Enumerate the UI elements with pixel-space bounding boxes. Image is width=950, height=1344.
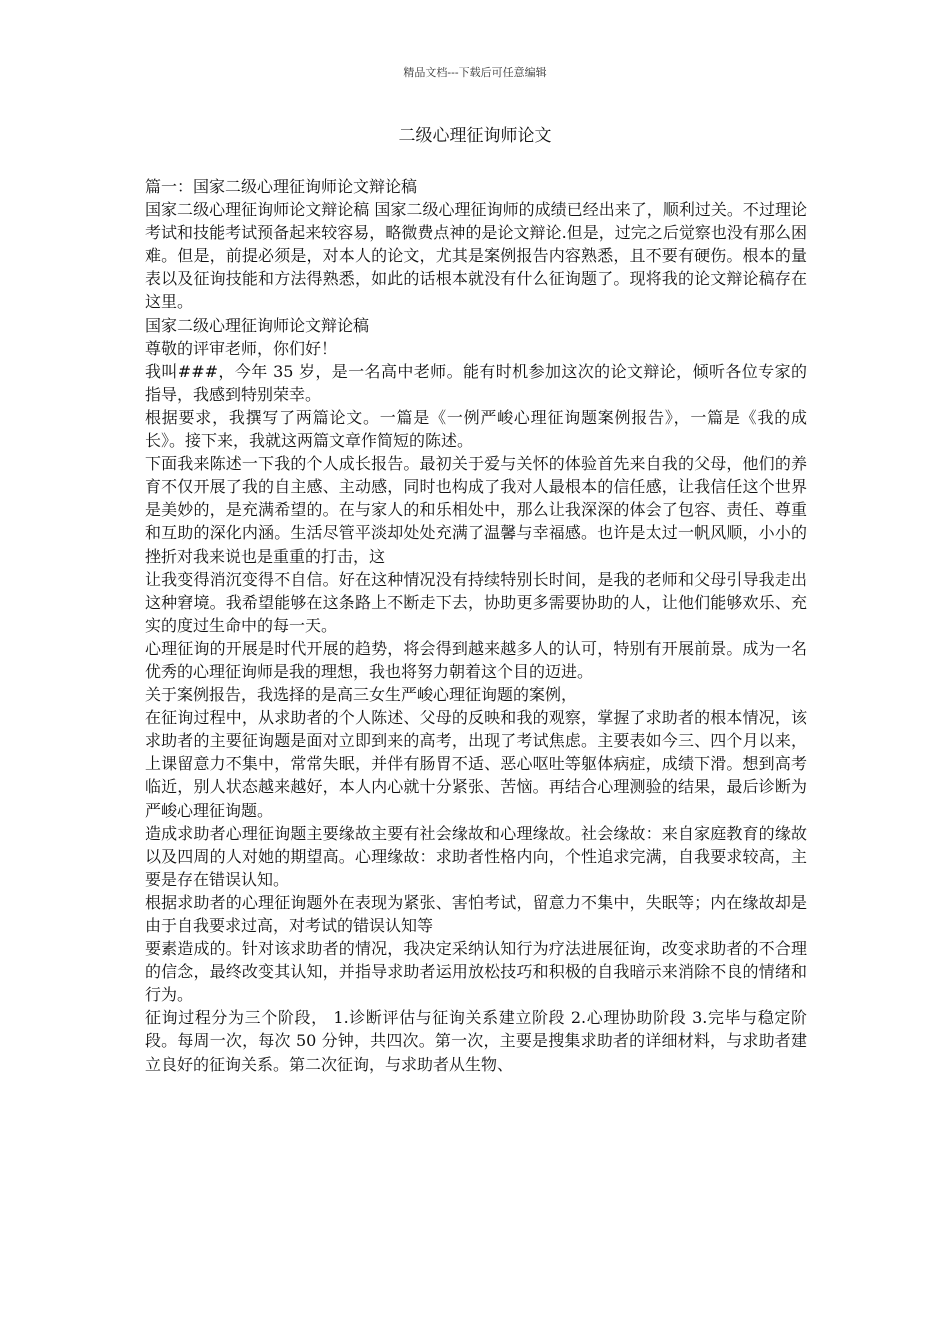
- paragraph-case-causes: 造成求助者心理征询题主要缘故主要有社会缘故和心理缘故。社会缘故：来自家庭教育的缘故以及四周的人对她的期望高。心理缘故：求助者性格内向，个性追求完满，自我要求较高，主要是存在错误认知。: [145, 823, 807, 889]
- paragraph-greeting: 尊敬的评审老师，你们好！: [145, 338, 338, 358]
- document-title: 二级心理征询师论文: [398, 126, 552, 146]
- paragraph-career-goal: 心理征询的开展是时代开展的趋势，将会得到越来越多人的认可，特别有开展前景。成为一名优秀的心理征询师是我的理想，我也将努力朝着这个目的迈进。: [145, 638, 807, 681]
- paragraph-case-symptoms: 根据求助者的心理征询题外在表现为紧张、害怕考试，留意力不集中，失眠等；内在缘故却是由于自我要求过高，对考试的错误认知等: [145, 892, 807, 935]
- paragraph-growth-continued: 让我变得消沉变得不自信。好在这种情况没有持续特别长时间，是我的老师和父母引导我走出这种窘境。我希望能够在这条路上不断走下去，协助更多需要协助的人，让他们能够欢乐、充实的度过生命中的每一天。: [145, 569, 807, 635]
- paragraph-intro: 国家二级心理征询师论文辩论稿 国家二级心理征询师的成绩已经出来了，顺利过关。不过理论考试和技能考试预备起来较容易，略微费点神的是论文辩论.但是，过完之后觉察也没有那么困难。但是，前提必须是，对本人的论文，尤其是案例报告内容熟悉，且不要有硬伤。根本的量表以及征询技能和方法得熟悉，如此的话根本就没有什么征询题了。现将我的论文辩论稿存在这里。: [145, 200, 807, 312]
- paragraph-papers: 根据要求，我撰写了两篇论文。一篇是《一例严峻心理征询题案例报告》，一篇是《我的成长》。接下来，我就这两篇文章作简短的陈述。: [145, 407, 807, 451]
- paragraph-self-intro: 我叫###，今年 35 岁，是一名高中老师。能有时机参加这次的论文辩论，倾听各位专家的指导，我感到特别荣幸。: [145, 361, 807, 404]
- page-header-note: 精品文档---下载后可任意编辑: [403, 66, 547, 79]
- paragraph-section-heading: 篇一：国家二级心理征询师论文辩论稿: [145, 177, 418, 196]
- paragraph-growth-report: 下面我来陈述一下我的个人成长报告。最初关于爱与关怀的体验首先来自我的父母，他们的养育不仅开展了我的自主感、主动感，同时也构成了我对人最根本的信任感，让我信任这个世界是美妙的，是充满希望的。在与家人的和乐相处中，那么让我深深的体会了包容、责任、尊重和互助的深化内涵。生活尽管平淡却处处充满了温馨与幸福感。也许是太过一帆风顺，小小的挫折对我来说也是重重的打击，这: [145, 454, 807, 566]
- paragraph-subtitle: 国家二级心理征询师论文辩论稿: [145, 315, 370, 335]
- paragraph-case-situation: 在征询过程中，从求助者的个人陈述、父母的反映和我的观察，掌握了求助者的根本情况，该求助者的主要征询题是面对立即到来的高考，出现了考试焦虑。主要表如今三、四个月以来，上课留意力不集中，常常失眠，并伴有肠胃不适、恶心呕吐等躯体病症，成绩下滑。想到高考临近，别人状态越来越好，本人内心就十分紧张、苦恼。再结合心理测验的结果，最后诊断为严峻心理征询题。: [145, 708, 807, 820]
- paragraph-case-method: 要素造成的。针对该求助者的情况，我决定采纳认知行为疗法进展征询，改变求助者的不合理的信念，最终改变其认知，并指导求助者运用放松技巧和积极的自我暗示来消除不良的情绪和行为。: [145, 939, 807, 1005]
- paragraph-case-intro: 关于案例报告，我选择的是高三女生严峻心理征询题的案例，: [145, 685, 578, 705]
- paragraph-case-process: 征询过程分为三个阶段， 1.诊断评估与征询关系建立阶段 2.心理协助阶段 3.完毕与稳定阶段。每周一次，每次 50 分钟，共四次。第一次，主要是搜集求助者的详细材料，与求助者建立良好的征询关系。第二次征询，与求助者从生物、: [145, 1008, 807, 1074]
- document-body: [145, 175, 807, 1076]
